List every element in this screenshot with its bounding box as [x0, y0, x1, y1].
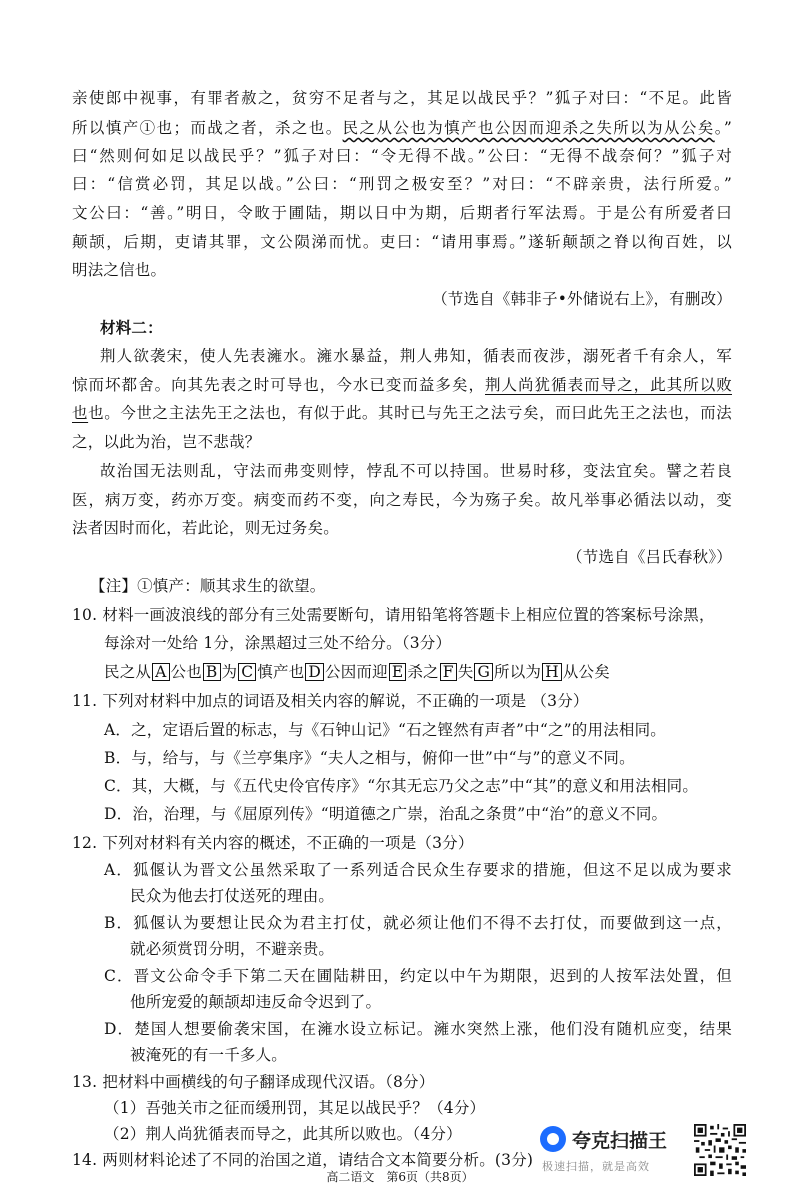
q12-option-d-cont: 被淹死的有一千多人。: [130, 1046, 288, 1064]
q10-segment: 民之从: [104, 663, 152, 681]
q10: [72, 605, 732, 625]
wavy-sentence: 民之从公也为慎产也公因而迎杀之失所以为从公矣: [342, 119, 715, 137]
q10-segment: 失: [457, 663, 474, 681]
passage-b-line-3-text: 也。今世之主法先王之法也，有似于此。其时已与先王之法亏矣，而曰此先王之法也，而法: [88, 404, 732, 422]
q10-segment: 为: [221, 663, 238, 681]
wavy-sentence-tail: 。”: [714, 119, 733, 137]
q12-option-a-cont: 民众为他去打仗送死的理由。: [130, 887, 335, 905]
q10-box-h[interactable]: H: [542, 663, 562, 681]
passage-b-line-2: [72, 375, 732, 395]
q10-box-g[interactable]: G: [474, 663, 493, 681]
q13-stem: 把材料中画横线的句子翻译成现代汉语。（8分）: [102, 1073, 435, 1091]
q10-box-b[interactable]: B: [203, 663, 221, 681]
passage-a-line-4: 曰：“信赏必罚，其足以战。”公曰：“刑罚之极安至？”对曰：“不辟亲贵，法行所爱。”: [72, 175, 732, 193]
q10-segments: [104, 662, 764, 682]
page-footer: 高二语文 第6页（共8页）: [326, 1170, 474, 1184]
q10-box-f[interactable]: F: [440, 663, 457, 681]
passage-b-line-2-text: 惊而坏都舍。向其先表之时可导也，今水已变而益多矣，: [72, 376, 485, 394]
passage-b-heading: 材料二：: [100, 318, 163, 337]
q12-option-b: B．狐偃认为要想让民众为君主打仗，就必须让他们不得不去打仗，而要做到这一点，: [104, 914, 732, 932]
q10-text-2: 每涂对一处给 1分，涂黑超过三处不给分。（3分）: [104, 634, 452, 652]
q12-option-c: C．晋文公命令手下第二天在圃陆耕田，约定以中午为期限，迟到的人按军法处置，但: [104, 967, 732, 985]
q10-box-c[interactable]: C: [238, 663, 256, 681]
q10-segment: 所以为: [494, 663, 542, 681]
q10-segment: 慎产也: [257, 663, 305, 681]
q10-segment: 公也: [170, 663, 202, 681]
passage-b-line-3: [72, 403, 732, 423]
passage-a-line-2: [72, 118, 732, 138]
q11-stem: 下列对材料中加点的词语及相关内容的解说，不正确的一项是 （3分）: [102, 692, 589, 710]
q12-option-b-cont: 就必须赏罚分明，不避亲贵。: [130, 940, 335, 958]
q13-item-1: （1）吾弛关市之征而缓刑罚，其足以战民乎？（4分）: [104, 1099, 486, 1117]
passage-b-line-6: 医，病万变，药亦万变。病变而药不变，向之寿民，今为殇子矣。故凡举事必循法以动，变: [72, 491, 732, 509]
underlined-sentence-part-2: 也: [72, 404, 89, 422]
q10-segment: 从公矣: [562, 663, 610, 681]
q13-number: 13.: [72, 1073, 98, 1091]
scanner-slogan: 极速扫描，就是高效: [542, 1160, 650, 1173]
q10-box-e[interactable]: E: [389, 663, 407, 681]
underlined-sentence-part-1: 荆人尚犹循表而导之，此其所以败: [485, 376, 732, 394]
q12: [72, 833, 732, 853]
q13-item-2: （2）荆人尚犹循表而导之，此其所以败也。（4分）: [104, 1125, 462, 1143]
q11-option-a: A．之，定语后置的标志，与《石钟山记》“石之铿然有声者”中“之”的用法相同。: [104, 721, 666, 739]
passage-b-line-7: 法者因时而化，若此论，则无过务矣。: [72, 519, 339, 537]
scanner-brand: 夸克扫描王: [572, 1130, 668, 1152]
q12-option-c-cont: 他所宠爱的颠颉却违反命令迟到了。: [130, 993, 382, 1011]
q11-option-c: C．其，大概，与《五代史伶官传序》“尔其无忘乃父之志”中“其”的意义和用法相同。: [104, 777, 699, 795]
q13: [72, 1072, 732, 1092]
passage-a-line-6: 颠颉，后期，吏请其罪，文公陨涕而忧。吏曰：“请用事焉。”遂斩颠颉之脊以徇百姓，以: [72, 233, 732, 251]
q12-number: 12.: [72, 834, 98, 852]
q11-number: 11.: [72, 692, 98, 710]
q11: [72, 691, 732, 711]
passage-b-line-4: 之，以此为治，岂不悲哉？: [72, 433, 261, 451]
q10-number: 10.: [72, 606, 98, 624]
q12-option-d: D．楚国人想要偷袭宋国，在澭水设立标记。澭水突然上涨，他们没有随机应变，结果: [104, 1020, 732, 1038]
passage-a-line-3: 曰“然则何如足以战民乎？”狐子对曰：“令无得不战。”公曰：“无得不战奈何？”狐子对: [72, 147, 732, 165]
passage-a-line-2-text: 所以慎产①也；而战之者，杀之也。: [72, 119, 343, 137]
q12-stem: 下列对材料有关内容的概述，不正确的一项是（3分）: [102, 834, 474, 852]
scanner-logo-icon: [540, 1126, 566, 1152]
passage-a-line-7: 明法之信也。: [72, 261, 167, 279]
q14-number: 14.: [72, 1151, 98, 1169]
passage-b-source: （节选自《吕氏春秋》）: [567, 548, 732, 566]
scanner-watermark: [540, 1124, 690, 1176]
q11-option-d: D．治，治理，与《屈原列传》“明道德之广崇，治乱之条贯”中“治”的意义不同。: [104, 805, 668, 823]
qr-code-icon: [694, 1124, 746, 1176]
footnote: 【注】①慎产：顺其求生的欲望。: [90, 577, 326, 595]
q11-option-b: B．与，给与，与《兰亭集序》“夫人之相与，俯仰一世”中“与”的意义不同。: [104, 749, 635, 767]
q10-segment: 杀之: [407, 663, 439, 681]
passage-b-line-5: 故治国无法则乱，守法而弗变则悖，悖乱不可以持国。世易时移，变法宜矣。譬之若良: [100, 462, 732, 480]
q12-option-a: A．狐偃认为晋文公虽然采取了一系列适合民众生存要求的措施，但这不足以成为要求: [104, 861, 732, 879]
passage-b-line-1: 荆人欲袭宋，使人先表澭水。澭水暴益，荆人弗知，循表而夜涉，溺死者千有余人，军: [100, 347, 732, 365]
q10-box-d[interactable]: D: [305, 663, 324, 681]
passage-a-source: （节选自《韩非子•外储说右上》，有删改）: [432, 290, 732, 308]
passage-a-line-1: 亲使郎中视事，有罪者赦之，贫穷不足者与之，其足以战民乎？”狐子对曰：“不足。此皆: [72, 89, 732, 107]
q10-box-a[interactable]: A: [152, 663, 169, 681]
q14-stem: 两则材料论述了不同的治国之道，请结合文本简要分析。(3分): [102, 1151, 534, 1169]
q10-text-1: 材料一画波浪线的部分有三处需要断句，请用铅笔将答题卡上相应位置的答案标号涂黑，: [102, 606, 715, 624]
q14: [72, 1150, 532, 1170]
q10-segment: 公因而迎: [325, 663, 388, 681]
passage-a-line-5: 文公曰：“善。”明日，令畋于圃陆，期以日中为期，后期者行军法焉。于是公有所爱者曰: [72, 204, 732, 222]
